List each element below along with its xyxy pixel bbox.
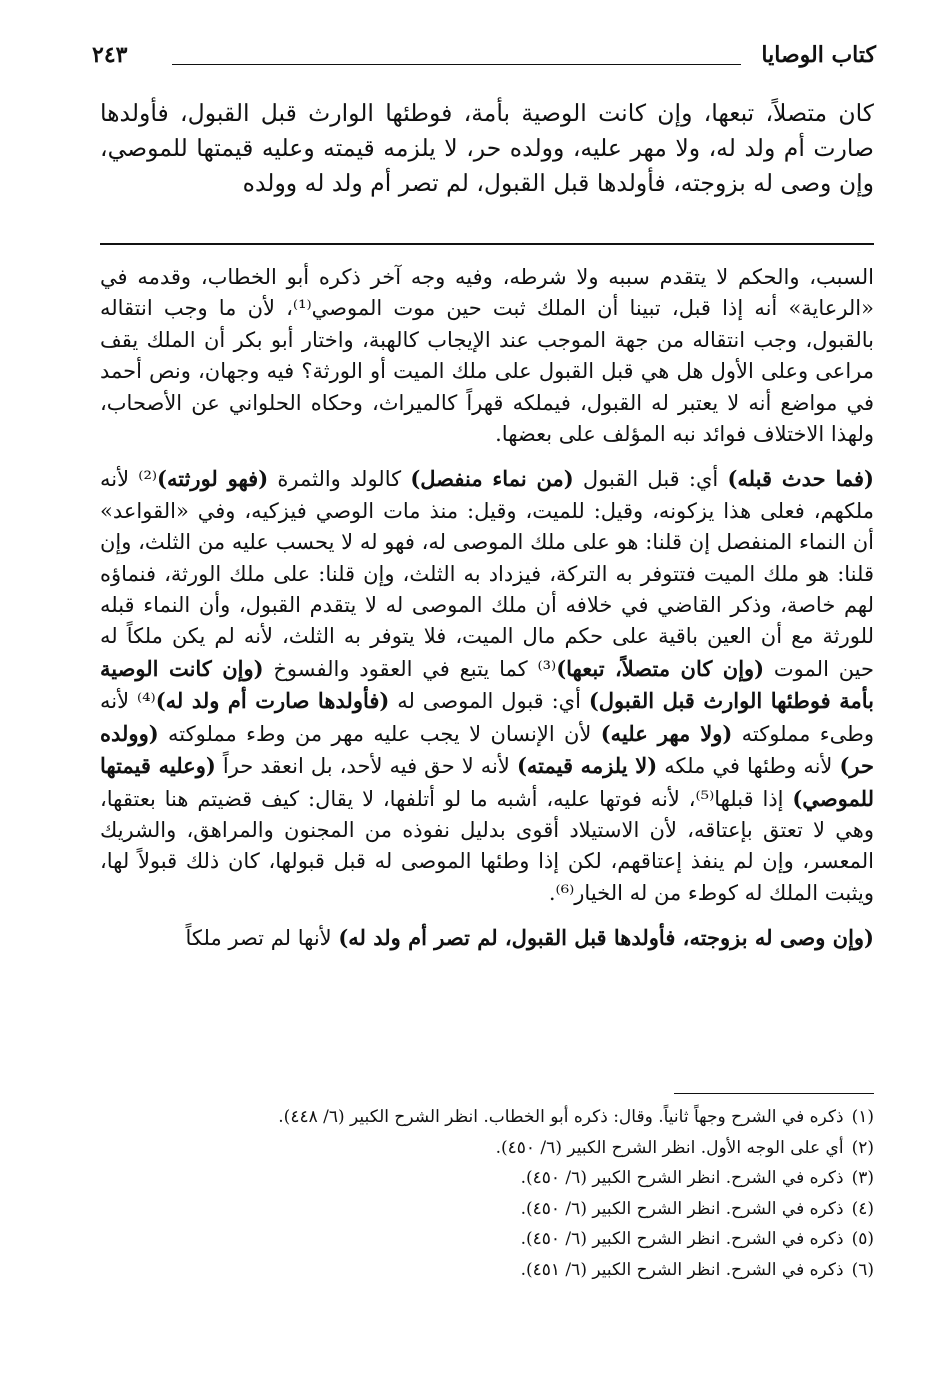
footnote — [100, 1255, 874, 1286]
matn-quote: (وعليه قيمتها للموصي) — [100, 753, 874, 811]
book-title: كتاب الوصايا — [761, 42, 876, 68]
matn-quote: (لا يلزمه قيمته) — [516, 753, 658, 779]
commentary-paragraph — [100, 463, 874, 909]
commentary-text: ⁽³⁾ كما يتبع في العقود والفسوخ — [263, 656, 557, 681]
commentary-text: ⁽⁴⁾ لأنه وطىء مملوكته — [100, 689, 874, 746]
commentary-text: كالولد والثمرة — [268, 467, 411, 492]
matn-text: كان متصلاً، تبعها، وإن كانت الوصية بأمة، فوطئها الوارث قبل القبول، فأولدها صارت أم ولد له، ولا مهر عليه، وولده حر، لا يلزمه قيمته وعليه قيمتها للموصي، وإن وصى له بزوجته، فأولدها قبل القبول، لم تصر أم ولد له وولده — [100, 99, 874, 197]
footnote-text: ذكره في الشرح. انظر الشرح الكبير (٦/ ٤٥٠). — [520, 1229, 844, 1249]
footnote — [100, 1133, 874, 1164]
commentary — [100, 262, 874, 955]
matn-quote: (وإن كان متصلاً، تبعها) — [556, 655, 765, 681]
matn-quote: (وإن كانت الوصية بأمة فوطئها الوارث قبل القبول) — [100, 655, 874, 714]
footnote-number: (١) — [851, 1107, 874, 1127]
matn-quote: (وإن وصى له بزوجته، فأولدها قبل القبول، لم تصر أم ولد له) — [338, 925, 874, 951]
footnote — [100, 1163, 874, 1194]
footnote-number: (٥) — [851, 1229, 874, 1249]
footnote-text: أي على الوجه الأول. انظر الشرح الكبير (٦/ ٤٥٠). — [495, 1137, 844, 1158]
matn-quote: (من نماء منفصل) — [410, 466, 574, 492]
header-rule — [172, 64, 741, 65]
commentary-text: لأنها لم تصر ملكاً — [185, 926, 339, 951]
commentary-text: لأن الإنسان لا يجب عليه مهر من وطء مملوكته — [158, 721, 601, 746]
commentary-text: ⁽²⁾ لأنه ملكهم، فعلى هذا يزكونه، وقيل: للميت، وقيل: منذ مات الوصي فيزكيه، وفي «القواعد» أن النماء المنفصل إن قلنا: هو على ملك الموصى له، فهو له لا يحسب عليه من الثلث، وإن قلنا: هو ملك الميت فتتوفر به التركة، فيزداد به الثلث، وإن قلنا: على ملك الورثة، فنماؤه لهم خاصة، وذكر القاضي في خلافه أن ملك الموصى له لا يتقدم القبول، وأن النماء قبله للورثة مع أن العين باقية على حكم مال الميت، فلا يتوفر به الثلث، لأنه لم يكن ملكاً له حين الموت — [100, 467, 875, 681]
footnote-text: ذكره في الشرح وجهاً ثانياً. وقال: ذكره أبو الخطاب. انظر الشرح الكبير (٦/ ٤٤٨). — [278, 1107, 844, 1127]
footnote-number: (٣) — [851, 1168, 874, 1188]
commentary-text: لأنه وطئها في ملكه — [657, 754, 840, 779]
footnote — [100, 1224, 874, 1255]
matn-quote: (ولا مهر عليه) — [600, 720, 733, 746]
commentary-text: أي: قبل القبول — [573, 467, 728, 492]
footnote-text: ذكره في الشرح. انظر الشرح الكبير (٦/ ٤٥١). — [520, 1259, 844, 1280]
footnote — [100, 1194, 874, 1225]
footnote — [100, 1102, 874, 1133]
section-divider — [100, 243, 874, 245]
page-number: ٢٤٣ — [92, 42, 128, 68]
commentary-text: لأنه لا حق فيه لأحد، بل انعقد حراً — [215, 754, 517, 779]
footnote-text: ذكره في الشرح. انظر الشرح الكبير (٦/ ٤٥٠). — [520, 1168, 844, 1188]
matn-quote: (وولده حر) — [100, 720, 874, 779]
footnote-rule — [674, 1093, 874, 1094]
matn-quote: (فأولدها صارت أم ولد له) — [155, 688, 390, 714]
commentary-text: إذا قبلها⁽⁵⁾، لأنه فوتها عليه، أشبه ما لو أتلفها، لا يقال: كيف قضيتم هنا بعتقها، وهي لا تعتق بإعتاقه، لأن الاستيلاد أقوى بدليل نفوذه من المجنون والمراهق، والشريك المعسر، وإن لم ينفذ إعتاقهم، لكن إذا وطئها الموصى له قبل قبولها، كان ذلك قبولاً لها، ويثبت الملك له كوطء من له الخيار⁽⁶⁾. — [100, 786, 874, 905]
commentary-paragraph: السبب، والحكم لا يتقدم سببه ولا شرطه، وفيه وجه آخر ذكره أبو الخطاب، وقدمه في «الرعاية» أنه إذا قبل، تبينا أن الملك ثبت حين موت الموصي⁽¹⁾، لأن ما وجب انتقاله بالقبول، وجب انتقاله من جهة الموجب عند الإيجاب كالهبة، واختار أبو بكر أن الملك يقف مراعى وعلى الأول هل هي قبل القبول على ملك الميت أو الورثة؟ فيه وجهان، ونص أحمد في مواضع أنه لا يعتبر له القبول، فيملكه قهراً كالميراث، وحكاه الحلواني عن الأصحاب، ولهذا الاختلاف فوائد نبه المؤلف على بعضها. — [100, 265, 874, 447]
commentary-text: أي: قبول الموصى له — [389, 689, 589, 714]
matn-quote: (فما حدث قبله) — [727, 466, 874, 492]
page-header — [92, 42, 876, 78]
footnote-number: (٦) — [851, 1259, 874, 1280]
footnotes — [100, 1102, 874, 1285]
footnote-number: (٢) — [851, 1137, 874, 1158]
commentary-paragraph — [100, 922, 874, 954]
footnote-text: ذكره في الشرح. انظر الشرح الكبير (٦/ ٤٥٠). — [520, 1198, 844, 1219]
footnote-number: (٤) — [851, 1198, 874, 1219]
matn-quote: (فهو لورثته) — [157, 466, 269, 492]
